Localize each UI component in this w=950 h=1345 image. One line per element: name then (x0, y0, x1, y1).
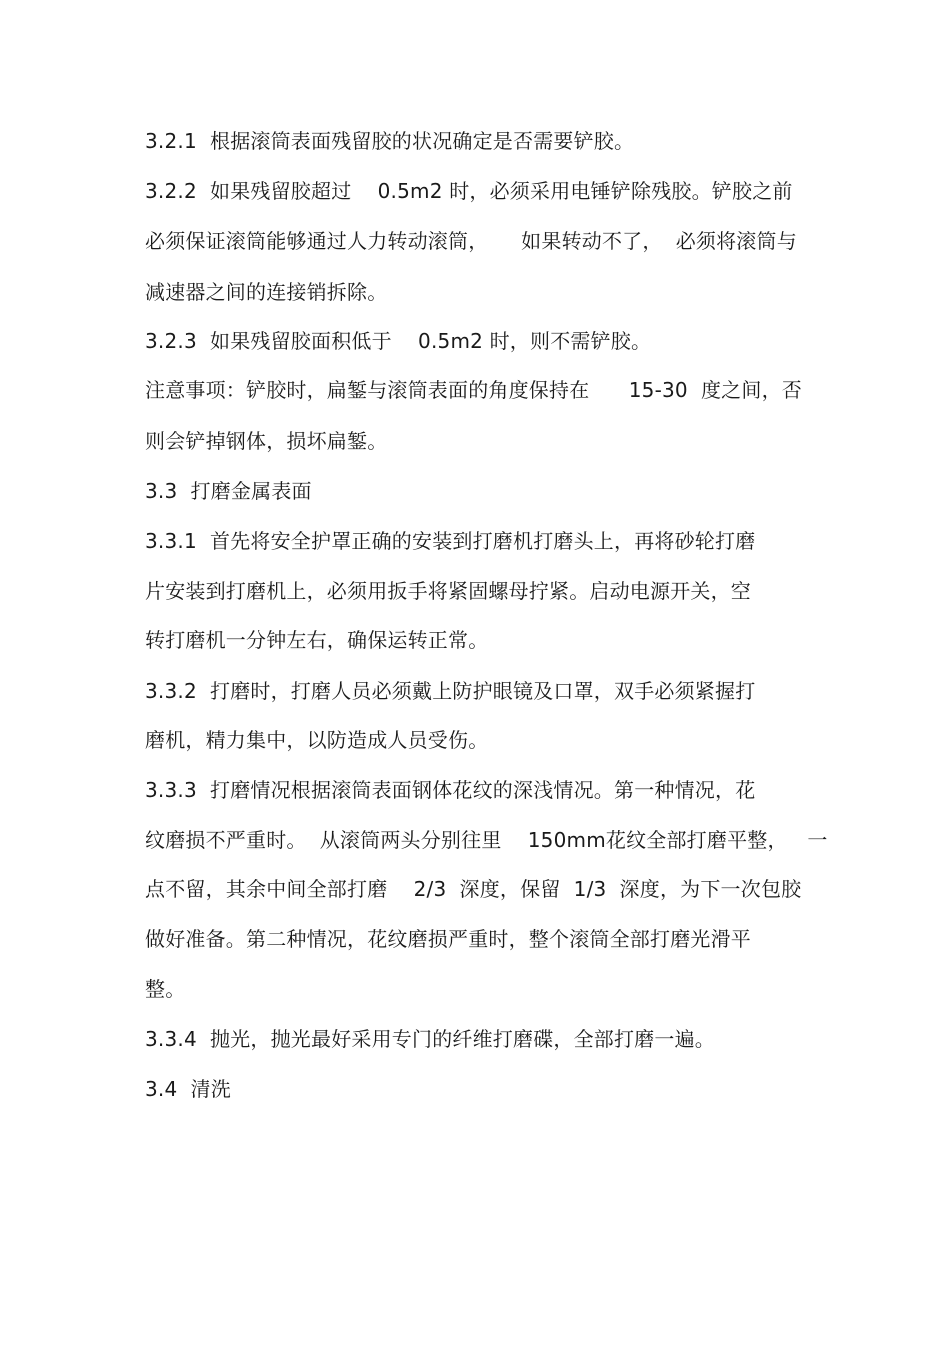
text-line-3-2-3: 3.2.3 如果残留胶面积低于 0.5m2 时，则不需铲胶。 (145, 329, 652, 353)
text-line-3-3-3-cont-1: 纹磨损不严重时。 从滚筒两头分别往里 150mm花纹全部打磨平整， 一 (145, 828, 828, 852)
text-line-3-2-2-cont-1: 必须保证滚筒能够通过人力转动滚筒， 如果转动不了， 必须将滚筒与 (145, 229, 797, 253)
text-line-3-3-4: 3.3.4 抛光，抛光最好采用专门的纤维打磨碟，全部打磨一遍。 (145, 1027, 716, 1051)
text-line-3-2-2: 3.2.2 如果残留胶超过 0.5m2 时，必须采用电锤铲除残胶。铲胶之前 (145, 179, 793, 203)
text-line-3-3-2: 3.3.2 打磨时，打磨人员必须戴上防护眼镜及口罩，双手必须紧握打 (145, 679, 756, 703)
text-line-3-3-1: 3.3.1 首先将安全护罩正确的安装到打磨机打磨头上，再将砂轮打磨 (145, 529, 756, 553)
text-line-3-3-3: 3.3.3 打磨情况根据滚筒表面钢体花纹的深浅情况。第一种情况，花 (145, 778, 756, 802)
text-line-3-3-2-cont: 磨机，精力集中，以防造成人员受伤。 (145, 728, 489, 752)
text-line-3-2-1: 3.2.1 根据滚筒表面残留胶的状况确定是否需要铲胶。 (145, 129, 635, 153)
text-line-3-3-3-cont-2: 点不留，其余中间全部打磨 2/3 深度，保留 1/3 深度，为下一次包胶 (145, 877, 802, 901)
text-line-3-2-2-cont-2: 减速器之间的连接销拆除。 (145, 280, 388, 304)
text-line-3-3-3-cont-3: 做好准备。第二种情况，花纹磨损严重时，整个滚筒全部打磨光滑平 (145, 927, 751, 951)
section-heading-3-3: 3.3 打磨金属表面 (145, 479, 312, 503)
text-line-note: 注意事项：铲胶时，扁錾与滚筒表面的角度保持在 15-30 度之间，否 (145, 378, 802, 402)
text-line-3-3-1-cont-1: 片安装到打磨机上，必须用扳手将紧固螺母拧紧。启动电源开关，空 (145, 579, 751, 603)
text-line-note-cont: 则会铲掉钢体，损坏扁錾。 (145, 429, 388, 453)
section-heading-3-4: 3.4 清洗 (145, 1077, 231, 1101)
text-line-3-3-1-cont-2: 转打磨机一分钟左右，确保运转正常。 (145, 628, 489, 652)
text-line-3-3-3-cont-4: 整。 (145, 977, 186, 1001)
